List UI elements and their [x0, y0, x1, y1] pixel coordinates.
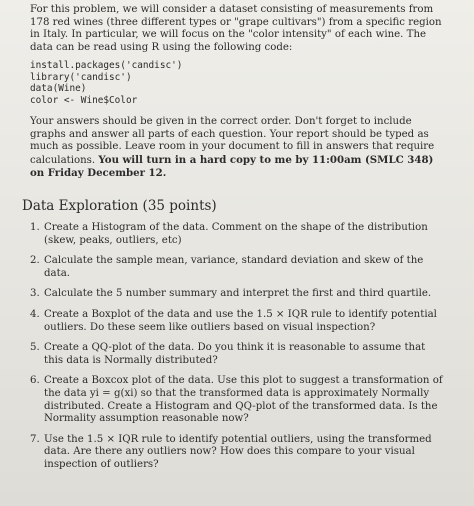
code-block [30, 60, 446, 106]
item-text: Calculate the 5 number summary and interpret the first and third quartile. [44, 288, 432, 300]
item-text: Create a Histogram of the data. Comment on the shape of the distribution (skew, peaks, outliers, etc) [44, 221, 428, 246]
section-title: Data Exploration (35 points) [22, 197, 217, 214]
list-item [30, 255, 446, 280]
item-text: Calculate the sample mean, variance, standard deviation and skew of the data. [44, 255, 424, 279]
list-item [30, 288, 446, 301]
code-line: color <- Wine$Color [30, 94, 138, 106]
item-number: 3. [30, 288, 40, 300]
list-item [30, 222, 446, 247]
list-item [30, 375, 446, 425]
list-item [30, 309, 446, 334]
intro-paragraph: For this problem, we will consider a dataset consisting of measurements from 178 red wines (three different types or "grape cultivars") from a specific region in Italy. In particular, we will focus on the "color intensity" of each wine. The data can be read using R using the following code: [30, 4, 442, 53]
item-number: 2. [30, 255, 40, 267]
question-list [30, 222, 446, 472]
item-number: 1. [30, 221, 40, 233]
item-text: Create a Boxplot of the data and use the 1.5 × IQR rule to identify potential outliers. Do these seem like outliers based on visual inspection? [44, 308, 437, 333]
item-text: Use the 1.5 × IQR rule to identify potential outliers, using the transformed data. Are there any outliers now? How does this compare to your visual inspection of outliers? [44, 433, 432, 470]
item-number: 7. [30, 433, 40, 445]
instructions-paragraph [30, 116, 446, 181]
item-number: 6. [30, 375, 40, 387]
item-text: Create a Boxcox plot of the data. Use this plot to suggest a transformation of the data yi = g(xi) so that the transformed data is approximately Normally distributed. Create a Histogram and QQ-plot of the transformed data. Is the Normality assumption reasonable now? [44, 375, 443, 425]
code-line: install.packages('candisc') [30, 60, 183, 72]
code-line: library('candisc') [30, 71, 132, 83]
item-number: 4. [30, 308, 40, 320]
item-text: Create a QQ-plot of the data. Do you think it is reasonable to assume that this data is Normally distributed? [44, 342, 426, 366]
code-line: data(Wine) [30, 83, 87, 95]
item-number: 5. [30, 342, 40, 354]
deadline-text: You will turn in a hard copy to me by 11:00am (SMLC 348) on Friday December 12. [30, 153, 434, 180]
list-item [30, 434, 446, 472]
list-item [30, 342, 446, 367]
instructions-text: Your answers should be given in the correct order. Don't forget to include graphs and answer all parts of each question. Your report should be typed as much as possible. Leave room in your document to fill in answers that require calculations. [30, 116, 435, 166]
